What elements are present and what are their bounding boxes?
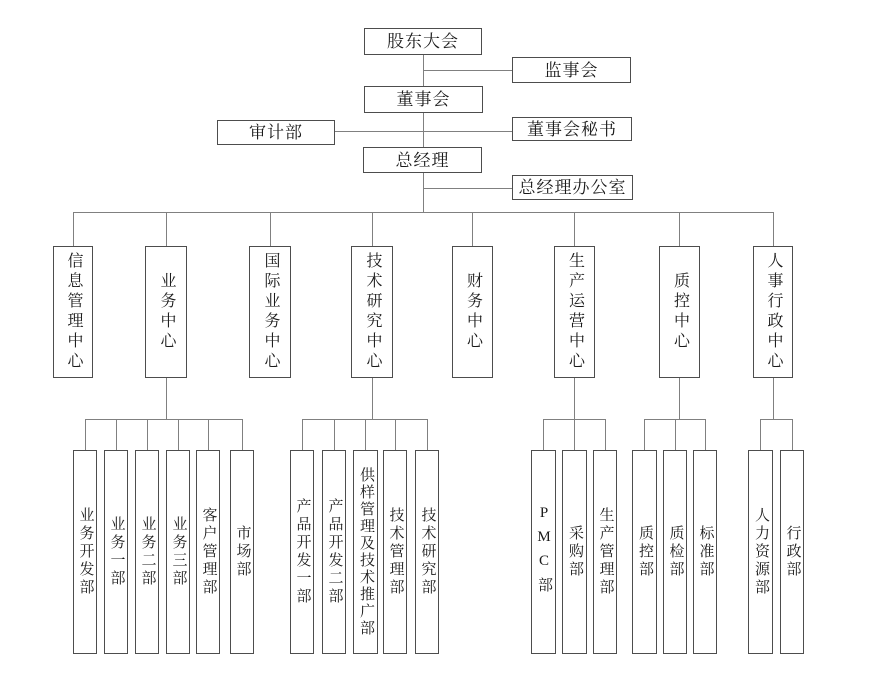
connector-line (372, 212, 373, 246)
node-label: 质控部 (637, 525, 653, 579)
node-label: 产品开发一部 (294, 498, 311, 606)
node-label: 技术研究部 (419, 507, 436, 597)
node-label: 总经理办公室 (518, 178, 627, 197)
node-label: PMC部 (536, 504, 552, 600)
connector-line (472, 212, 473, 246)
node-quality-control-center (659, 246, 700, 378)
node-business-dept-3 (166, 450, 190, 654)
node-label: 标准部 (697, 525, 714, 579)
node-label: 业务三部 (170, 516, 187, 588)
connector-line (85, 419, 86, 450)
node-standards-dept (693, 450, 717, 654)
node-production-ops-center (554, 246, 595, 378)
connector-line (208, 419, 209, 450)
connector-line (423, 70, 512, 71)
connector-line (372, 378, 373, 419)
connector-line (679, 378, 680, 419)
connector-line (574, 212, 575, 246)
connector-line (147, 419, 148, 450)
node-label: 市场部 (234, 525, 251, 579)
node-sample-tech-promo-dept (353, 450, 378, 654)
node-purchasing-dept (562, 450, 587, 654)
connector-line (334, 419, 335, 450)
node-audit-dept (217, 120, 335, 145)
node-label: 产品开发二部 (326, 498, 343, 606)
node-business-dev-dept (73, 450, 97, 654)
connector-line (116, 419, 117, 450)
node-label: 国际业务中心 (262, 252, 279, 372)
connector-line (178, 419, 179, 450)
connector-line (302, 419, 303, 450)
connector-line (705, 419, 706, 450)
node-label: 客户管理部 (200, 507, 217, 597)
node-production-mgmt-dept (593, 450, 617, 654)
node-label: 业务一部 (108, 516, 125, 588)
node-label: 业务二部 (139, 516, 156, 588)
node-label: 人力资源部 (753, 507, 769, 597)
node-label: 技术管理部 (387, 507, 404, 597)
node-business-dept-1 (104, 450, 128, 654)
node-label: 董事会 (396, 90, 451, 109)
connector-line (760, 419, 792, 420)
node-quality-inspection-dept (663, 450, 687, 654)
node-marketing-dept (230, 450, 254, 654)
node-business-dept-2 (135, 450, 159, 654)
node-label: 信息管理中心 (65, 252, 82, 372)
connector-line (166, 212, 167, 246)
connector-line (423, 173, 424, 212)
connector-line (365, 419, 366, 450)
connector-line (644, 419, 645, 450)
connector-line (270, 212, 271, 246)
node-label: 生产管理部 (597, 507, 614, 597)
node-label: 股东大会 (387, 32, 459, 51)
connector-line (166, 378, 167, 419)
connector-line (675, 419, 676, 450)
node-label: 业务开发部 (77, 507, 94, 597)
node-label: 生产运营中心 (566, 252, 584, 372)
node-label: 人事行政中心 (765, 252, 782, 372)
connector-line (423, 113, 424, 147)
connector-line (574, 419, 575, 450)
connector-line (543, 419, 544, 450)
connector-line (574, 378, 575, 419)
node-label: 监事会 (544, 60, 599, 80)
connector-line (427, 419, 428, 450)
node-label: 总经理 (395, 150, 450, 170)
node-general-manager (363, 147, 482, 173)
node-tech-research-dept (415, 450, 439, 654)
node-tech-research-center (351, 246, 393, 378)
node-label: 质控中心 (671, 272, 689, 352)
node-label: 供样管理及技术推广部 (358, 467, 374, 637)
node-intl-business-center (249, 246, 291, 378)
node-supervisory-board (512, 57, 631, 83)
connector-line (335, 131, 512, 132)
node-label: 审计部 (249, 123, 303, 142)
connector-line (73, 212, 74, 246)
node-gm-office (512, 175, 633, 200)
connector-line (792, 419, 793, 450)
connector-line (760, 419, 761, 450)
node-hr-dept (748, 450, 773, 654)
node-qc-dept (632, 450, 657, 654)
connector-line (395, 419, 396, 450)
node-label: 财务中心 (464, 272, 482, 352)
node-business-center (145, 246, 187, 378)
connector-line (773, 378, 774, 419)
node-label: 技术研究中心 (364, 252, 381, 372)
connector-line (773, 212, 774, 246)
connector-line (605, 419, 606, 450)
node-board-secretary (512, 117, 632, 141)
node-product-dev-dept-2 (322, 450, 346, 654)
node-board-of-directors (364, 86, 483, 113)
node-hr-admin-center (753, 246, 793, 378)
node-customer-mgmt-dept (196, 450, 220, 654)
node-finance-center (452, 246, 493, 378)
connector-line (242, 419, 243, 450)
node-pmc-dept (531, 450, 556, 654)
node-tech-mgmt-dept (383, 450, 407, 654)
node-label: 业务中心 (158, 272, 175, 352)
connector-line (85, 419, 242, 420)
node-product-dev-dept-1 (290, 450, 314, 654)
node-label: 采购部 (567, 525, 583, 579)
node-shareholders-meeting (364, 28, 482, 55)
node-admin-dept (780, 450, 804, 654)
connector-line (423, 188, 512, 189)
node-label: 行政部 (784, 525, 801, 579)
node-label: 质检部 (667, 525, 684, 579)
connector-line (73, 212, 773, 213)
node-label: 董事会秘书 (527, 119, 617, 139)
node-info-mgmt-center (53, 246, 93, 378)
connector-line (679, 212, 680, 246)
